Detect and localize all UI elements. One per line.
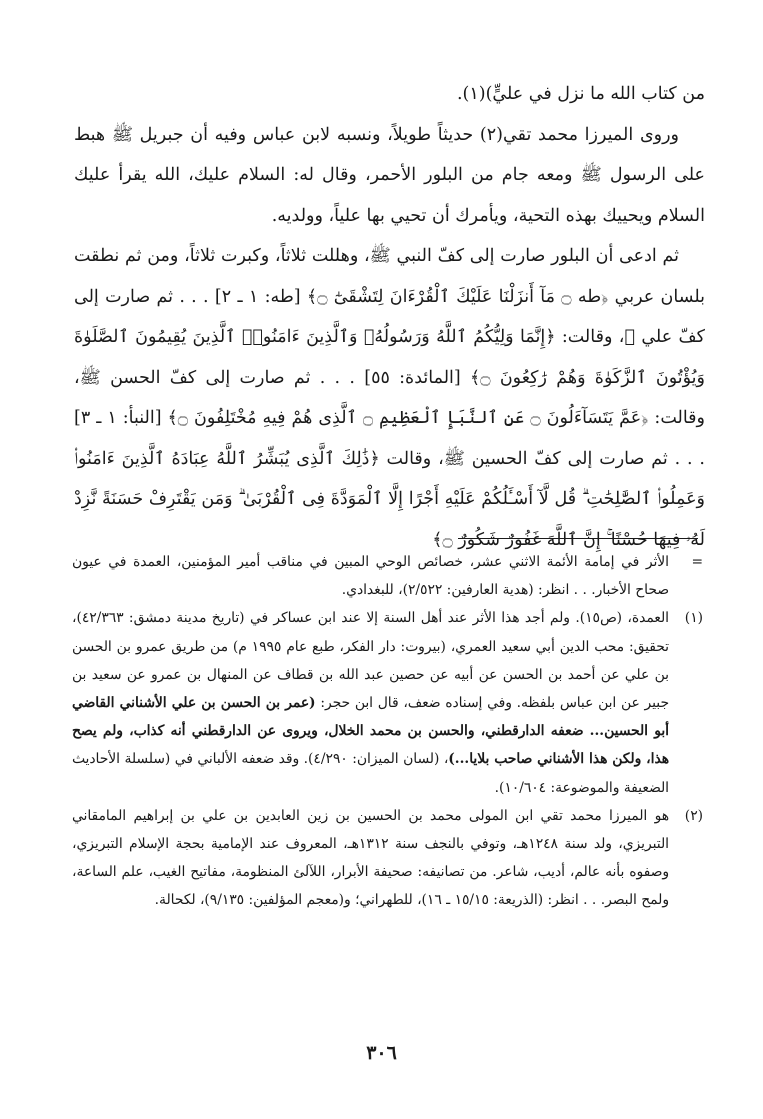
footnote-1-marker: (١) — [684, 610, 703, 627]
footnote-2-text: هو الميرزا محمد تقي ابن المولى محمد بن الحسين بن زين العابدين بن علي بن إبراهيم المامقاني التبريزي، ولد سنة ١٢٤٨هـ، وتوفي بالنجف سنة ١٣١٢هـ، المعروف عند الإمامية بحجة الإسلام التبريزي، وصفوه بأنه عالم، أديب، شاعر. من تصانيفه: صحيفة الأبرار، اللآلئ المنظومة، مفاتيح الغيب، علم الساعة، ولمح البصر. . . انظر: (الذريعة: ١٥/١٥ ـ ١٦)، للطهراني؛ و(معجم المؤلفين: ٩/١٣٥)، لكحالة. — [72, 807, 669, 909]
footnotes — [72, 548, 703, 915]
footnote-1-quote: (عمر بن الحسن بن علي الأشناني القاضي أبو الحسين... ضعفه الدارقطني، والحسن بن محمد الخلال، ويروى عن الدارقطني أنه كذاب، ولم يصح هذا، ولكن هذا الأشناني صاحب بلايا...) — [72, 695, 669, 768]
main-text — [74, 74, 705, 560]
footnote-1-text-a: العمدة، (ص١٥). ولم أجد هذا الأثر عند أهل السنة إلا عند ابن عساكر في (تاريخ مدينة دمشق: ٤٢/٣٦٣)، تحقيق: محب الدين أبي سعيد العمري، (بيروت: دار الفكر، طبع عام ١٩٩٥ م) من طريق عمرو بن الحسن بن علي عن أحمد بن الحسن عن أبيه عن حصين عبد الله بن قطاف عن المنهال بن عمرو عن سعيد بن جبير عن ابن عباس بلفظه. وفي إسناده ضعف، قال ابن حجر: — [72, 610, 669, 712]
footnote-continuation — [72, 548, 703, 604]
footnote-continuation-marker: = — [691, 554, 703, 570]
footnote-2 — [72, 802, 703, 915]
footnote-1-body — [72, 604, 669, 801]
footnote-continuation-text: الأثر في إمامة الأئمة الاثني عشر، خصائص الوحي المبين في مناقب أمير المؤمنين، العمدة في عيون صحاح الأخبار. . . انظر: (هدية العارفين: ٢/٥٢٢)، للبغدادي. — [72, 554, 669, 599]
page-number: ٣٠٦ — [366, 1042, 397, 1064]
footnote-2-marker: (٢) — [684, 807, 703, 824]
footnote-1 — [72, 604, 703, 801]
paragraph-2: وروى الميرزا محمد تقي(٢) حديثاً طويلاً، ونسبه لابن عباس وفيه أن جبريل ﷺ هبط على الرسول ﷺ ومعه جام من البلور الأحمر، وقال له: السلام عليك، الله يقرأ عليك السلام ويحييك بهذه التحية، ويأمرك أن تحيي بها علياً، وولديه. — [74, 124, 705, 226]
footnote-1-text-b: ، (لسان الميزان: ٤/٢٩٠). وقد ضعفه الألباني في (سلسلة الأحاديث الضعيفة والموضوعة: ١٠/٦٠٤). — [72, 751, 669, 796]
paragraph-3: ثم ادعى أن البلور صارت إلى كفّ النبي ﷺ، وهللت ثلاثاً، وكبرت ثلاثاً، ومن ثم نطقت بلسان عربي ﴿طه ۝ مَآ أَنزَلْنَا عَلَيْكَ ٱلْقُرْءَانَ لِتَشْقَىٰٓ ۝﴾ [طه: ١ ـ ٢] . . . ثم صارت إلى كفّ علي ﷺ، وقالت: ﴿إِنَّمَا وَلِيُّكُمُ ٱللَّهُ وَرَسُولُهُۥ وَٱلَّذِينَ ءَامَنُوا۟ ٱلَّذِينَ يُقِيمُونَ ٱلصَّلَوٰةَ وَيُؤْتُونَ ٱلزَّكَوٰةَ وَهُمْ رَٰكِعُونَ ۝﴾ [المائدة: ٥٥] . . . ثم صارت إلى كفّ الحسن ﷺ، وقالت: ﴿عَمَّ يَتَسَآءَلُونَ ۝ عَنِ ٱلنَّبَإِ ٱلْعَظِيمِ ۝ ٱلَّذِى هُمْ فِيهِ مُخْتَلِفُونَ ۝﴾ [النبأ: ١ ـ ٣] . . . ثم صارت إلى كفّ الحسين ﷺ، وقالت ﴿ذَٰلِكَ ٱلَّذِى يُبَشِّرُ ٱللَّهُ عِبَادَهُ ٱلَّذِينَ ءَامَنُوا۟ وَعَمِلُوا۟ ٱلصَّٰلِحَٰتِ ۗ قُل لَّآ أَسْـَٔلُكُمْ عَلَيْهِ أَجْرًا إِلَّا ٱلْمَوَدَّةَ فِى ٱلْقُرْبَىٰ ۗ وَمَن يَقْتَرِفْ حَسَنَةً نَّزِدْ لَهُۥ فِيهَا حُسْنًا ۚ إِنَّ ٱللَّهَ غَفُورٌ شَكُورٌ ۝﴾ — [74, 246, 705, 550]
footnote-divider — [458, 538, 698, 539]
paragraph-1: من كتاب الله ما نزل في عليٍّ)(١). — [456, 84, 705, 104]
